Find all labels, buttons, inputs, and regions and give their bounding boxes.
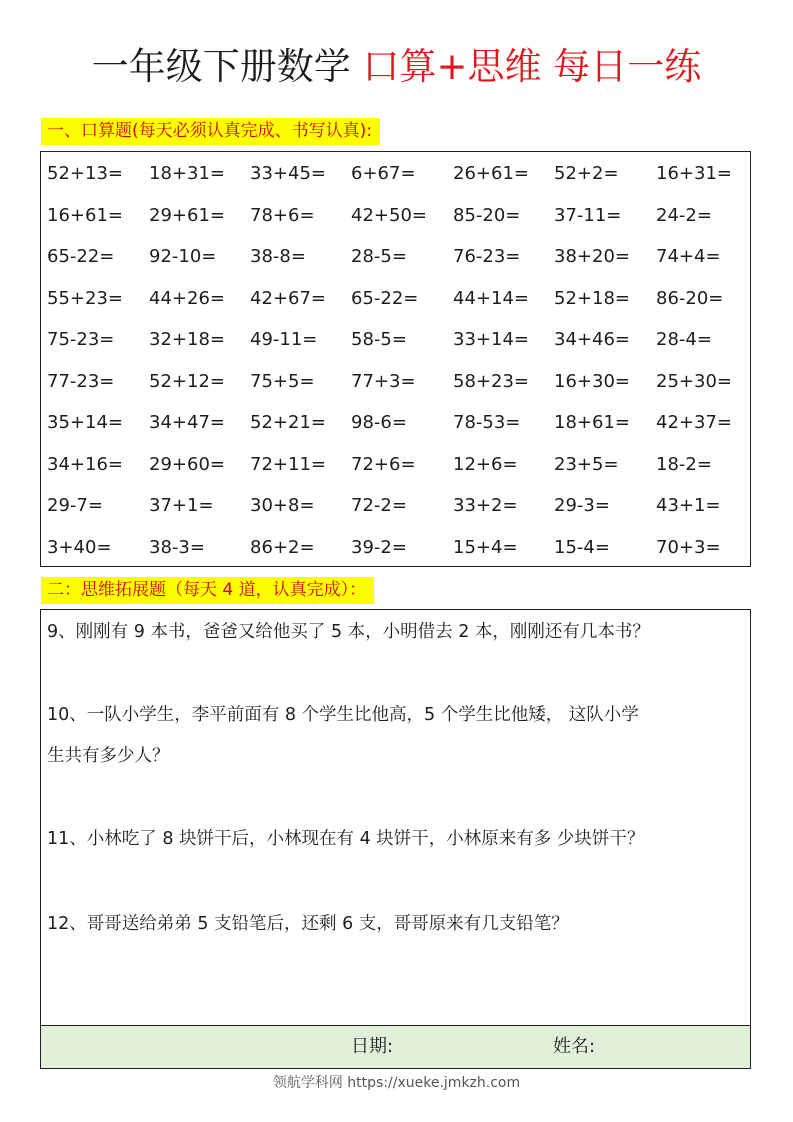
calc-item: 25+30=	[656, 370, 732, 392]
calc-row	[41, 402, 750, 444]
thinking-problems-box	[40, 609, 751, 1069]
calc-item: 38-3=	[149, 536, 205, 558]
calc-item: 72+11=	[250, 453, 326, 475]
calc-item: 58+23=	[453, 370, 529, 392]
calc-item: 76-23=	[453, 246, 521, 267]
calc-item: 15-4=	[554, 536, 610, 558]
calc-item: 16+30=	[554, 370, 630, 392]
calc-item: 42+50=	[351, 204, 427, 226]
calc-row	[41, 153, 750, 195]
footer-bar	[41, 1025, 750, 1068]
calc-item: 33+45=	[250, 163, 326, 184]
name-label: 姓名:	[553, 1036, 596, 1057]
calc-item: 44+14=	[453, 287, 529, 309]
problem-10-continued: 生共有多少人？	[47, 746, 170, 766]
page-title	[0, 42, 793, 92]
calc-item: 34+46=	[554, 329, 630, 350]
calc-row	[41, 195, 750, 237]
calc-item: 16+31=	[656, 163, 732, 184]
calc-row	[41, 319, 750, 361]
calc-item: 86-20=	[656, 287, 724, 309]
calc-item: 55+23=	[47, 287, 123, 309]
calc-item: 28-4=	[656, 329, 712, 350]
calc-item: 65-22=	[47, 246, 115, 267]
calc-item: 18-2=	[656, 453, 712, 475]
title-red-part: 口算+思维 每日一练	[362, 45, 702, 88]
calc-item: 75+5=	[250, 370, 315, 392]
problem-12: 12、哥哥送给弟弟 5 支铅笔后，还剩 6 支，哥哥原来有几支铅笔？	[47, 914, 569, 934]
calc-item: 29+60=	[149, 453, 225, 475]
calc-item: 39-2=	[351, 536, 407, 558]
calc-item: 29-3=	[554, 495, 610, 516]
calc-item: 15+4=	[453, 536, 518, 558]
calc-item: 98-6=	[351, 412, 407, 433]
calc-item: 28-5=	[351, 246, 407, 267]
calc-item: 52+12=	[149, 370, 225, 392]
calc-item: 92-10=	[149, 246, 217, 267]
calc-item: 38-8=	[250, 246, 306, 267]
calc-item: 26+61=	[453, 163, 529, 184]
calc-item: 52+13=	[47, 163, 123, 184]
calc-row	[41, 527, 750, 569]
calc-item: 3+40=	[47, 536, 112, 558]
calc-item: 42+67=	[250, 287, 326, 309]
calc-item: 52+21=	[250, 412, 326, 433]
problem-9: 9、刚刚有 9 本书，爸爸又给他买了 5 本，小明借去 2 本，刚刚还有几本书？	[47, 622, 650, 642]
calc-row	[41, 236, 750, 278]
calc-item: 32+18=	[149, 329, 225, 350]
calc-item: 24-2=	[656, 204, 712, 226]
section1-heading: 一、口算题(每天必须认真完成、书写认真):	[41, 118, 380, 145]
calc-item: 72+6=	[351, 453, 416, 475]
watermark: 领航学科网 https://xueke.jmkzh.com	[272, 1075, 521, 1091]
calc-item: 65-22=	[351, 287, 419, 309]
title-black-part: 一年级下册数学	[91, 45, 363, 88]
calc-item: 85-20=	[453, 204, 521, 226]
calc-item: 12+6=	[453, 453, 518, 475]
calc-item: 78+6=	[250, 204, 315, 226]
calc-row	[41, 444, 750, 486]
calc-row	[41, 361, 750, 403]
calc-item: 75-23=	[47, 329, 115, 350]
calc-item: 35+14=	[47, 412, 123, 433]
calc-item: 29-7=	[47, 495, 103, 516]
mental-math-table	[40, 151, 751, 567]
calc-item: 70+3=	[656, 536, 721, 558]
calc-row	[41, 485, 750, 527]
calc-item: 77+3=	[351, 370, 416, 392]
date-label: 日期:	[351, 1036, 394, 1057]
calc-item: 30+8=	[250, 495, 315, 516]
calc-item: 18+61=	[554, 412, 630, 433]
calc-item: 33+2=	[453, 495, 518, 516]
calc-item: 18+31=	[149, 163, 225, 184]
calc-item: 77-23=	[47, 370, 115, 392]
calc-item: 86+2=	[250, 536, 315, 558]
calc-item: 33+14=	[453, 329, 529, 350]
calc-item: 72-2=	[351, 495, 407, 516]
calc-item: 49-11=	[250, 329, 318, 350]
problem-11: 11、小林吃了 8 块饼干后，小林现在有 4 块饼干，小林原来有多 少块饼干？	[47, 829, 645, 849]
calc-item: 37+1=	[149, 495, 214, 516]
calc-item: 37-11=	[554, 204, 622, 226]
calc-item: 34+47=	[149, 412, 225, 433]
calc-item: 38+20=	[554, 246, 630, 267]
calc-item: 52+2=	[554, 163, 619, 184]
problem-10: 10、一队小学生，李平前面有 8 个学生比他高，5 个学生比他矮， 这队小学	[47, 705, 639, 725]
calc-item: 58-5=	[351, 329, 407, 350]
calc-item: 16+61=	[47, 204, 123, 226]
calc-item: 52+18=	[554, 287, 630, 309]
calc-item: 78-53=	[453, 412, 521, 433]
calc-item: 6+67=	[351, 163, 416, 184]
calc-item: 43+1=	[656, 495, 721, 516]
calc-item: 44+26=	[149, 287, 225, 309]
calc-item: 42+37=	[656, 412, 732, 433]
calc-row	[41, 278, 750, 320]
calc-item: 34+16=	[47, 453, 123, 475]
calc-item: 23+5=	[554, 453, 619, 475]
calc-item: 74+4=	[656, 246, 721, 267]
section2-heading: 二：思维拓展题（每天 4 道，认真完成）：	[41, 577, 374, 604]
calc-item: 29+61=	[149, 204, 225, 226]
